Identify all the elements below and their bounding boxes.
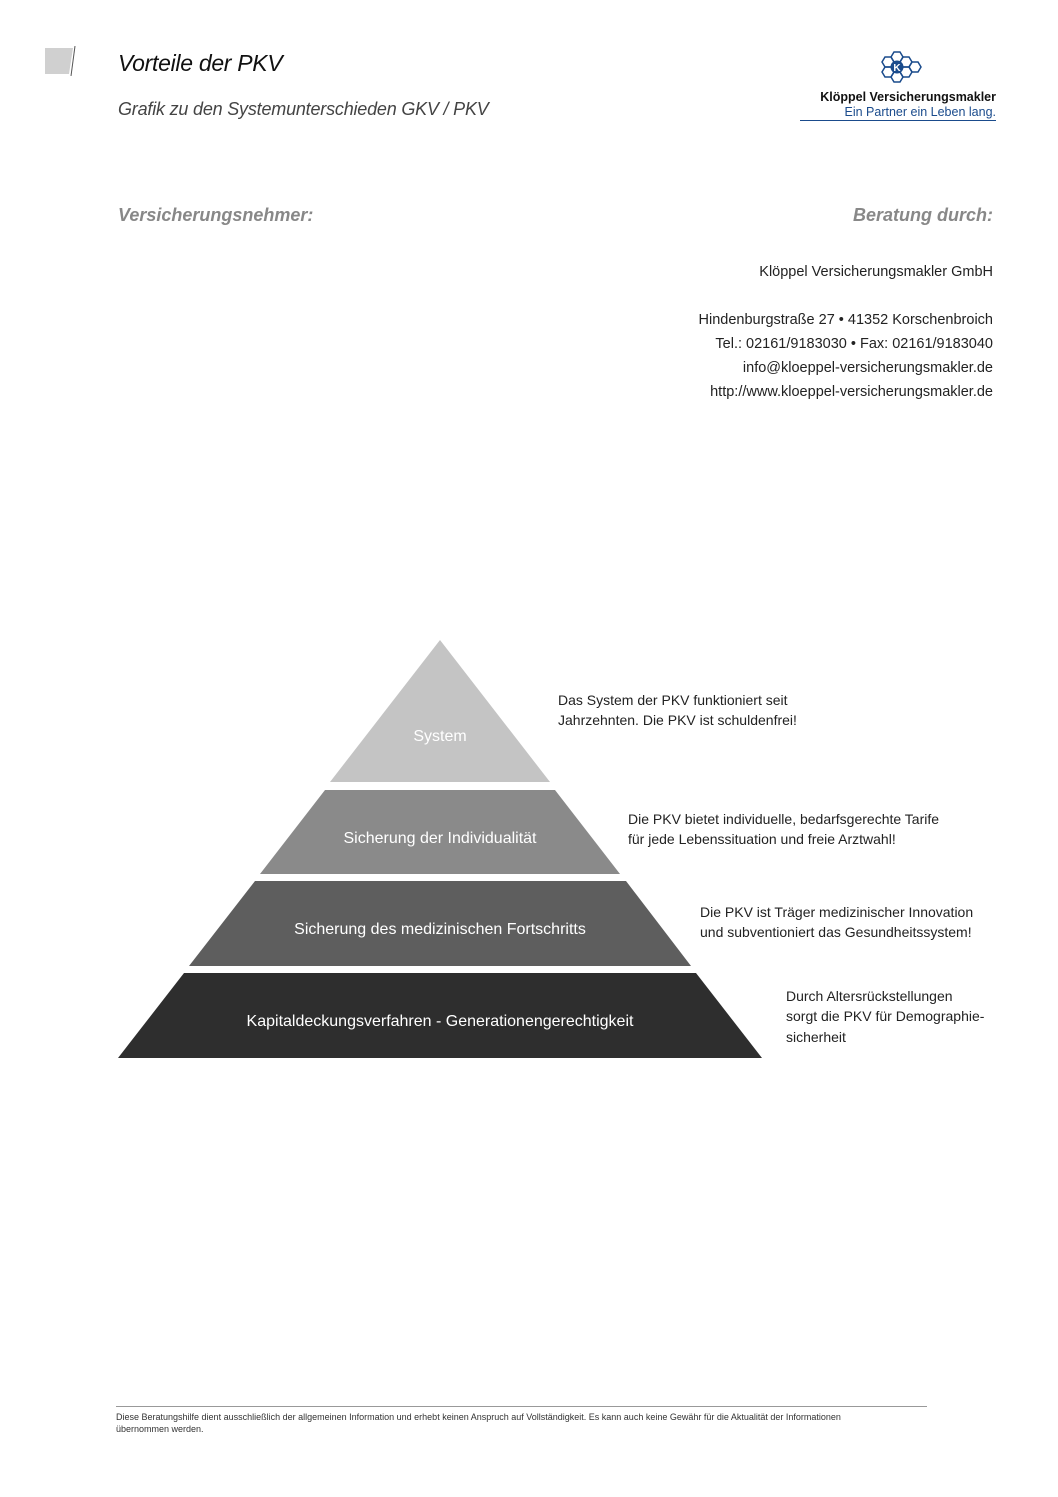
- pyramid-level-4-label: Kapitaldeckungsverfahren - Generationengerechtigkeit: [246, 1013, 634, 1030]
- advisor-website[interactable]: http://www.kloeppel-versicherungsmakler.de: [710, 384, 993, 400]
- hexagon-cluster-k-icon: [878, 50, 922, 90]
- client-label: Versicherungsnehmer:: [118, 205, 314, 225]
- footer-divider: [116, 1406, 927, 1407]
- pkv-pyramid-diagram: [0, 630, 1058, 1070]
- logo-name: Klöppel Versicherungsmakler: [820, 90, 996, 104]
- advisor-company: Klöppel Versicherungsmakler GmbH: [759, 264, 993, 280]
- svg-text:K: K: [893, 63, 901, 74]
- pyramid-level-1-note-line1: Das System der PKV funktioniert seit: [558, 692, 788, 708]
- pyramid-level-3-note-line2: und subventioniert das Gesundheitssystem!: [700, 924, 972, 940]
- advisor-contact: [593, 260, 993, 404]
- pyramid-level-3-note-line1: Die PKV ist Träger medizinischer Innovation: [700, 904, 974, 920]
- pyramid-level-2-note-line1: Die PKV bietet individuelle, bedarfsgerechte Tarife: [628, 811, 940, 827]
- pyramid-level-2-label: Sicherung der Individualität: [343, 830, 537, 847]
- advisor-email[interactable]: info@kloeppel-versicherungsmakler.de: [742, 360, 993, 376]
- company-logo: [800, 48, 1000, 124]
- pyramid-level-3-label: Sicherung des medizinischen Fortschritts: [294, 921, 586, 938]
- advisor-label: Beratung durch:: [852, 205, 993, 225]
- pyramid-level-4-note-line1: Durch Altersrückstellungen: [786, 988, 953, 1004]
- logo-slogan: Ein Partner ein Leben lang.: [800, 105, 996, 121]
- advisor-address: Hindenburgstraße 27 • 41352 Korschenbroich: [698, 312, 993, 328]
- advisor-phone-fax: Tel.: 02161/9183030 • Fax: 02161/9183040: [715, 336, 993, 352]
- footer-disclaimer-line1: Diese Beratungshilfe dient ausschließlich der allgemeinen Information und erhebt keinen Anspruch auf Vollständigkeit. Es kann auch keine Gewähr für die Aktualität der Informationen: [116, 1412, 841, 1422]
- pyramid-level-1-note-line2: Jahrzehnten. Die PKV ist schuldenfrei!: [558, 712, 797, 728]
- pyramid-level-1-shape: [330, 640, 550, 782]
- footer-disclaimer-line2: übernommen werden.: [116, 1424, 204, 1434]
- page-subtitle: Grafik zu den Systemunterschieden GKV / PKV: [118, 99, 489, 119]
- pyramid-level-4-note-line2: sorgt die PKV für Demographie-: [786, 1008, 985, 1024]
- page-title: Vorteile der PKV: [118, 50, 283, 76]
- corner-mark-icon: [45, 46, 77, 76]
- pyramid-level-2-note-line2: für jede Lebenssituation und freie Arztwahl!: [628, 831, 896, 847]
- pyramid-level-4-note-line3: sicherheit: [786, 1029, 846, 1045]
- footer-disclaimer: [116, 1411, 927, 1435]
- pyramid-level-1-label: System: [413, 728, 467, 745]
